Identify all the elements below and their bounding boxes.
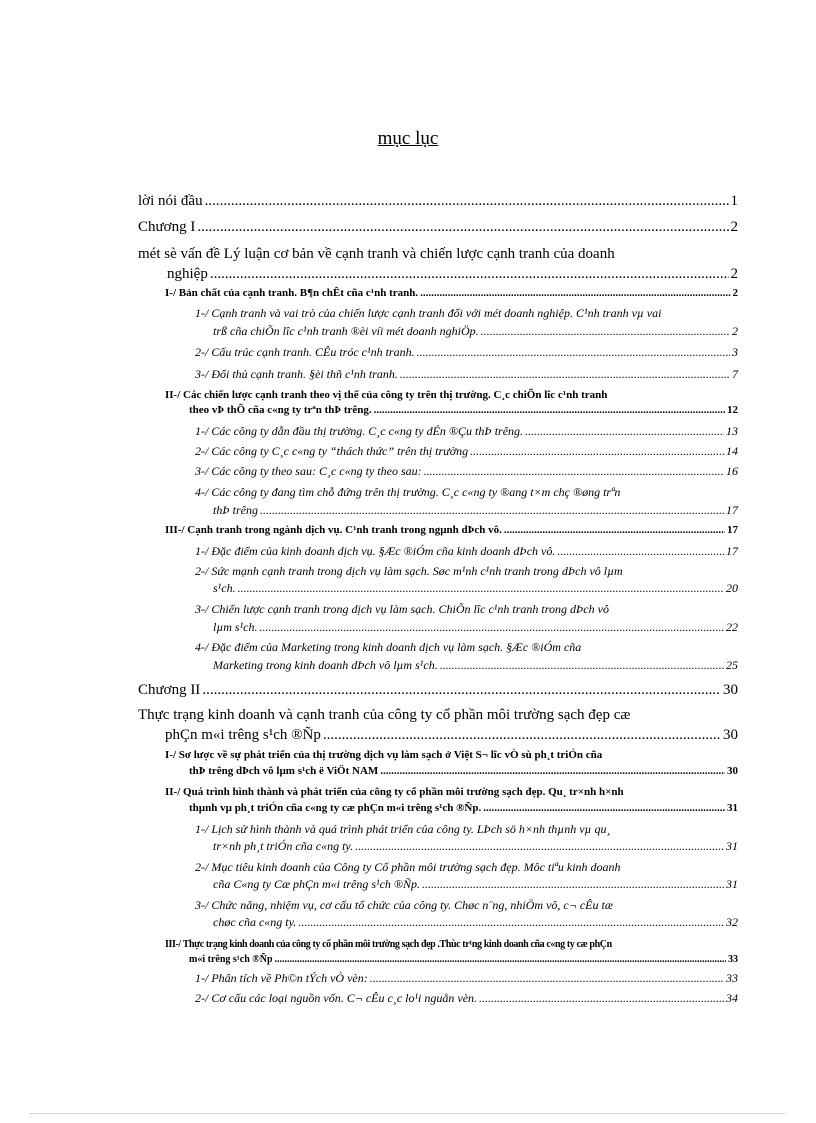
toc-leader-dots (370, 970, 724, 986)
toc-page-number: 31 (727, 802, 738, 814)
toc-page-number: 25 (726, 658, 738, 672)
toc-leader-dots (210, 263, 729, 285)
toc-page-number: 14 (726, 444, 738, 458)
toc-leader-dots (238, 580, 724, 596)
toc-entry-label: 3-/ Các công ty theo sau: C¸c c«ng ty theo sau: (195, 464, 422, 478)
toc-entry-label: lµm s¹ch. (213, 620, 258, 634)
toc-leader-dots (557, 543, 724, 559)
toc-entry-line1: III-/ Thực trạng kinh doanh của công ty cổ phần môi trường sạch đẹp .Thùc tr¹ng kinh doanh cña c«ng ty cæ phÇn (165, 939, 612, 950)
toc-leader-dots (525, 423, 724, 439)
toc-entry-line1: 3-/ Chức năng, nhiệm vụ, cơ cấu tổ chức của công ty. Chøc n¨ng, nhiÖm vô, c¬ cÊu tæ (195, 898, 613, 912)
toc-page-number: 33 (726, 971, 738, 985)
toc-leader-dots (400, 366, 730, 382)
toc-page-number: 2 (730, 219, 738, 235)
toc-leader-dots (424, 463, 724, 479)
toc-entry-label: 1-/ Đặc điểm của kinh doanh dịch vụ. §Æc ®iÓm cña kinh doanh dÞch vô. (195, 544, 556, 558)
toc-entry-chapter-2[interactable] (138, 679, 738, 701)
toc-entry-label: s¹ch. (213, 581, 236, 595)
toc-entry-1-I-1[interactable] (213, 323, 738, 339)
toc-entry-label: lời nói đầu (138, 193, 203, 209)
toc-entry-label: m«i trêng s¹ch ®Ñp (189, 954, 273, 965)
toc-leader-dots (483, 801, 725, 816)
toc-entry-2-I[interactable] (189, 764, 738, 779)
toc-page-number: 31 (726, 839, 738, 853)
toc-entry-line1: mét sè vấn đề Lý luận cơ bản về cạnh tranh và chiến lược cạnh tranh của doanh (138, 246, 615, 262)
toc-leader-dots (380, 764, 725, 779)
toc-leader-dots (479, 990, 724, 1006)
toc-entry-2-III-2[interactable] (195, 990, 738, 1006)
toc-entry-line1: I-/ Sơ lược về sự phát triển của thị trường dịch vụ làm sạch ở Việt S¬ lîc vÒ sù ph¸t triÓn cña (165, 749, 603, 761)
toc-entry-label: 1-/ Phân tích về Ph©n tÝch vÒ vèn: (195, 971, 368, 985)
toc-entry-line1: II-/ Quá trình hình thành và phát triển của công ty cổ phần môi trường sạch đẹp. Qu¸ tr×nh h×nh (165, 786, 624, 798)
toc-entry-1-I-2[interactable] (195, 344, 738, 360)
toc-leader-dots (417, 344, 730, 360)
page-title: mục lục (377, 128, 439, 149)
toc-entry-line1: 4-/ Các công ty đang tìm chỗ đứng trên thị trường. C¸c c«ng ty ®ang t×m chç ®øng trªn (195, 485, 621, 499)
toc-entry-line1: II-/ Các chiến lược cạnh tranh theo vị thế của công ty trên thị trường. C¸c chiÕn lîc c¹nh tranh (165, 389, 608, 401)
toc-entry-line1: 3-/ Chiến lược cạnh tranh trong dịch vụ làm sạch. ChiÕn lîc c¹nh tranh trong dÞch vô (195, 602, 609, 616)
toc-entry-label: I-/ Bản chất của cạnh tranh. B¶n chÊt cña c¹nh tranh. (165, 287, 419, 299)
toc-entry-label: Chương II (138, 682, 201, 698)
toc-entry-label: chøc cña c«ng ty. (213, 915, 297, 929)
toc-entry-label: cña C«ng ty Cæ phÇn m«i trêng s¹ch ®Ñp. (213, 877, 421, 891)
toc-entry-1-II[interactable] (189, 403, 738, 418)
toc-entry-label: phÇn m«i trêng s¹ch ®Ñp (165, 727, 321, 743)
toc-entry-label: 3-/ Đối thủ cạnh tranh. §èi thñ c¹nh tranh. (195, 367, 398, 381)
toc-entry-1-III-2[interactable] (213, 580, 738, 596)
toc-entry-2-II-1[interactable] (213, 838, 738, 854)
toc-page-number: 2 (732, 324, 738, 338)
toc-entry-label: thÞ trêng dÞch vô lµm s¹ch ë ViÖt NAM (189, 765, 379, 777)
toc-entry-label: Marketing trong kinh doanh dÞch vô lµm s¹ch. (213, 658, 438, 672)
toc-entry-label: III-/ Cạnh tranh trong ngành dịch vụ. C¹nh tranh trong ngµnh dÞch vô. (165, 524, 502, 536)
toc-leader-dots (197, 216, 728, 238)
toc-leader-dots (260, 619, 724, 635)
toc-entry-label: theo vÞ thÕ cña c«ng ty trªn thÞ trêng. (189, 404, 372, 416)
toc-entry-line1: Thực trạng kinh doanh và cạnh tranh của công ty cổ phần môi trường sạch đẹp cæ (138, 707, 631, 723)
toc-entry-label: trß cña chiÕn lîc c¹nh tranh ®èi víi mét doanh nghiÖp. (213, 324, 479, 338)
toc-entry-line1: 4-/ Đặc điểm của Marketing trong kinh doanh dịch vụ làm sạch. §Æc ®iÓm cña (195, 640, 582, 654)
toc-leader-dots (504, 523, 725, 538)
toc-entry-label: tr×nh ph¸t triÓn cña c«ng ty. (213, 839, 354, 853)
toc-entry-1-I-3[interactable] (195, 366, 738, 382)
toc-leader-dots (260, 502, 724, 518)
toc-entry-label: 1-/ Các công ty dẫn đầu thị trường. C¸c c«ng ty dÉn ®Çu thÞ trêng. (195, 424, 524, 438)
toc-page-number: 30 (723, 727, 738, 743)
toc-page-number: 33 (728, 954, 738, 965)
toc-entry-1-III-1[interactable] (195, 543, 738, 559)
toc-entry-2-II[interactable] (189, 801, 738, 816)
toc-entry-1-III-4[interactable] (213, 657, 738, 673)
toc-entry-label: 2-/ Cơ cấu các loại nguồn vốn. C¬ cÊu c¸c lo¹i nguån vèn. (195, 991, 478, 1005)
toc-entry-label: Chương I (138, 219, 196, 235)
toc-leader-dots (205, 190, 729, 212)
toc-page-number: 17 (727, 524, 738, 536)
toc-leader-dots (420, 286, 730, 301)
toc-page-number: 31 (726, 877, 738, 891)
toc-entry-line1: 1-/ Lịch sử hình thành và quá trình phát triển của công ty. LÞch sö h×nh thµnh vµ qu¸ (195, 822, 611, 836)
toc-entry-1-III[interactable] (165, 523, 738, 538)
toc-leader-dots (440, 657, 724, 673)
toc-entry-line1: 2-/ Mục tiêu kinh doanh của Công ty Cổ phần môi trường sạch đẹp. Môc tiªu kinh doanh (195, 860, 621, 874)
toc-entry-2-III[interactable] (189, 952, 738, 967)
toc-leader-dots (202, 679, 721, 701)
toc-leader-dots (323, 724, 721, 746)
toc-page-number: 30 (727, 765, 738, 777)
toc-page-number: 16 (726, 464, 738, 478)
toc-entry-1-I[interactable] (165, 286, 738, 301)
toc-entry-1-II-2[interactable] (195, 443, 738, 459)
toc-page-number: 2 (730, 266, 738, 282)
toc-leader-dots (481, 323, 730, 339)
toc-leader-dots (355, 838, 724, 854)
toc-entry-chapter-2-title[interactable] (165, 724, 738, 746)
toc-page-number: 20 (726, 581, 738, 595)
toc-entry-chapter-1-title[interactable] (167, 263, 738, 285)
toc-entry-line1: 1-/ Cạnh tranh và vai trò của chiến lược cạnh tranh đối với mét doanh nghiệp. C¹nh tranh vµ vai (195, 306, 662, 320)
toc-leader-dots (275, 952, 726, 967)
toc-page-number: 3 (732, 345, 738, 359)
toc-entry-1-II-3[interactable] (195, 463, 738, 479)
toc-page-number: 2 (732, 287, 738, 299)
toc-leader-dots (470, 443, 724, 459)
toc-entry-label: 2-/ Các công ty C¸c c«ng ty “thách thức” trên thị trường (195, 444, 469, 458)
toc-page-number: 13 (726, 424, 738, 438)
toc-entry-label: 2-/ Cấu trúc cạnh tranh. CÊu tróc c¹nh tranh. (195, 345, 415, 359)
toc-entry-label: thÞ trêng (213, 503, 258, 517)
toc-entry-1-II-4[interactable] (213, 502, 738, 518)
toc-entry-1-III-3[interactable] (213, 619, 738, 635)
toc-page-number: 17 (726, 503, 738, 517)
toc-page-number: 34 (726, 991, 738, 1005)
toc-page-number: 22 (726, 620, 738, 634)
toc-entry-line1: 2-/ Sức mạnh cạnh tranh trong dịch vụ làm sạch. Søc m¹nh c¹nh tranh trong dÞch vô lµm (195, 564, 623, 578)
toc-entry-label: nghiệp (167, 266, 208, 282)
toc-leader-dots (422, 876, 724, 892)
toc-entry-label: thµnh vµ ph¸t triÓn cña c«ng ty cæ phÇn m«i trêng s¹ch ®Ñp. (189, 802, 482, 814)
toc-entry-preface[interactable] (138, 190, 738, 212)
toc-page-number: 12 (727, 404, 738, 416)
toc-leader-dots (298, 914, 724, 930)
toc-entry-1-II-1[interactable] (195, 423, 738, 439)
toc-entry-chapter-1[interactable] (138, 216, 738, 238)
toc-page-number: 32 (726, 915, 738, 929)
page-bottom-border (30, 1113, 786, 1114)
toc-entry-2-III-1[interactable] (195, 970, 738, 986)
toc-page-number: 17 (726, 544, 738, 558)
toc-leader-dots (374, 403, 725, 418)
toc-page-number: 1 (730, 193, 738, 209)
toc-entry-2-II-2[interactable] (213, 876, 738, 892)
toc-entry-2-II-3[interactable] (213, 914, 738, 930)
toc-page-number: 7 (732, 367, 738, 381)
toc-page-number: 30 (723, 682, 738, 698)
